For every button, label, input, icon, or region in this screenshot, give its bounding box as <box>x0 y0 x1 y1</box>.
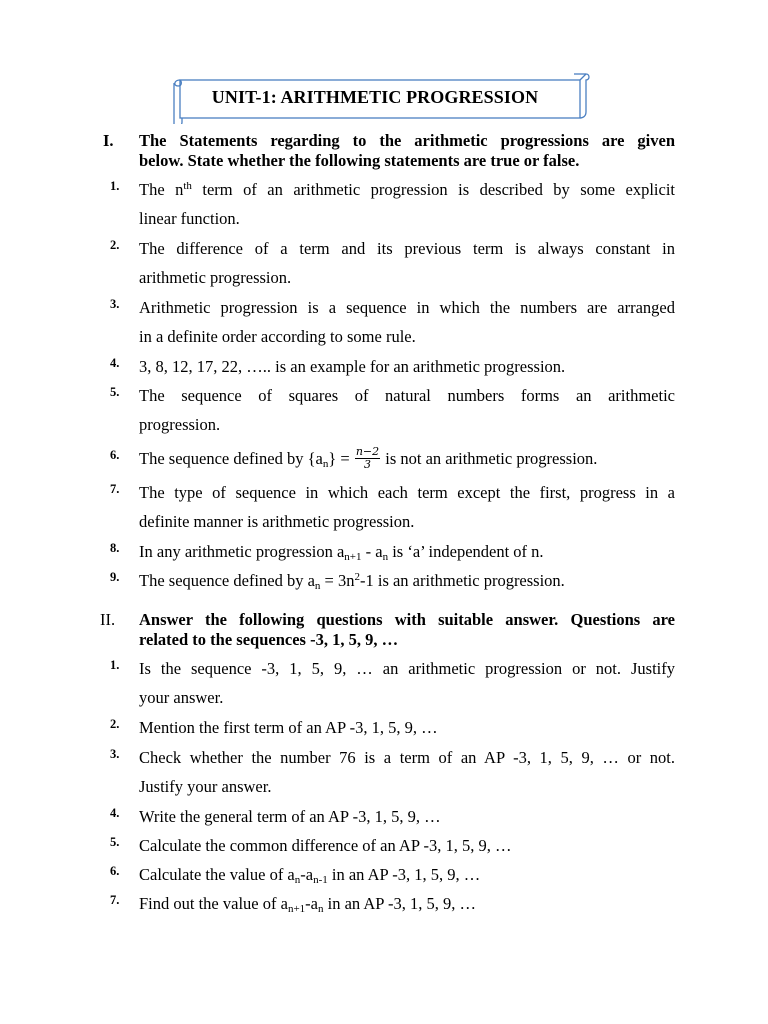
item-text: Find out the value of $a_{n+1}-a_n$ in an AP -3, 1, 5, 9, … <box>139 894 476 915</box>
item-number: 5. <box>110 835 120 849</box>
section-2-line-1: Answer the following questions with suitable answer. Questions are <box>139 610 675 629</box>
section-1-line-1: The Statements regarding to the arithmetic progressions are given <box>139 131 675 150</box>
page-title: UNIT-1: ARITHMETIC PROGRESSION <box>211 87 539 107</box>
item-text: The sequence defined by $a_n = 3n^2-1$ is an arithmetic progression. <box>139 571 565 592</box>
item-number: 7. <box>110 482 120 496</box>
item-text: Mention the first term of an AP -3, 1, 5, 9, … <box>139 718 438 737</box>
item-number: 5. <box>110 385 120 399</box>
item-number: 1. <box>110 658 120 672</box>
item-text: Is the sequence -3, 1, 5, 9, … an arithmetic progression or not. Justify your answer. <box>139 659 675 707</box>
section-2-instructions <box>139 610 675 650</box>
item-text: Calculate the common difference of an AP -3, 1, 5, 9, … <box>139 836 512 855</box>
item-text: The sequence of squares of natural numbers forms an arithmetic progression. <box>139 386 675 434</box>
title-banner <box>170 72 590 124</box>
item-text: Calculate the value of $a_n-a_{n-1}$ in an AP -3, 1, 5, 9, … <box>139 865 481 886</box>
item-text: In any arithmetic progression $a_{n+1} - a_n$ is ‘a’ independent of n. <box>139 542 544 563</box>
item-number: 2. <box>110 717 120 731</box>
item-number: 3. <box>110 297 120 311</box>
section-1-instructions <box>139 131 675 171</box>
section-2-numeral: II. <box>100 610 116 629</box>
item-text: The sequence defined by $\{a_n\}$ = $\frac{n-2}{3}$ is not an arithmetic progression. <box>139 444 598 471</box>
section-2-line-2: related to the sequences -3, 1, 5, 9, … <box>139 630 399 649</box>
item-text: The type of sequence in which each term except the first, progress in a definite manner is arithmetic progression. <box>139 483 675 531</box>
section-1-numeral: I. <box>103 131 114 150</box>
item-text: Write the general term of an AP -3, 1, 5, 9, … <box>139 807 441 826</box>
fraction: $\frac{n-2}{3}$ <box>355 444 380 471</box>
item-number: 3. <box>110 747 120 761</box>
item-number: 8. <box>110 541 120 555</box>
item-number: 6. <box>110 864 120 878</box>
item-number: 9. <box>110 570 120 584</box>
item-number: 6. <box>110 448 120 462</box>
item-text: The $n^{th}$ term of an arithmetic progression is described by some explicit linear function. <box>139 180 676 228</box>
item-number: 2. <box>110 238 120 252</box>
item-number: 4. <box>110 806 120 820</box>
item-text: Check whether the number 76 is a term of an AP -3, 1, 5, 9, … or not. Justify your answer. <box>139 748 675 796</box>
item-number: 1. <box>110 179 120 193</box>
item-number: 7. <box>110 893 120 907</box>
section-1-line-2: below. State whether the following statements are true or false. <box>139 151 580 170</box>
item-text: 3, 8, 12, 17, 22, ….. is an example for an arithmetic progression. <box>139 357 566 376</box>
item-text: The difference of a term and its previous term is always constant in arithmetic progression. <box>139 239 675 287</box>
item-number: 4. <box>110 356 120 370</box>
item-text: Arithmetic progression is a sequence in which the numbers are arranged in a definite order according to some rule. <box>139 298 675 346</box>
